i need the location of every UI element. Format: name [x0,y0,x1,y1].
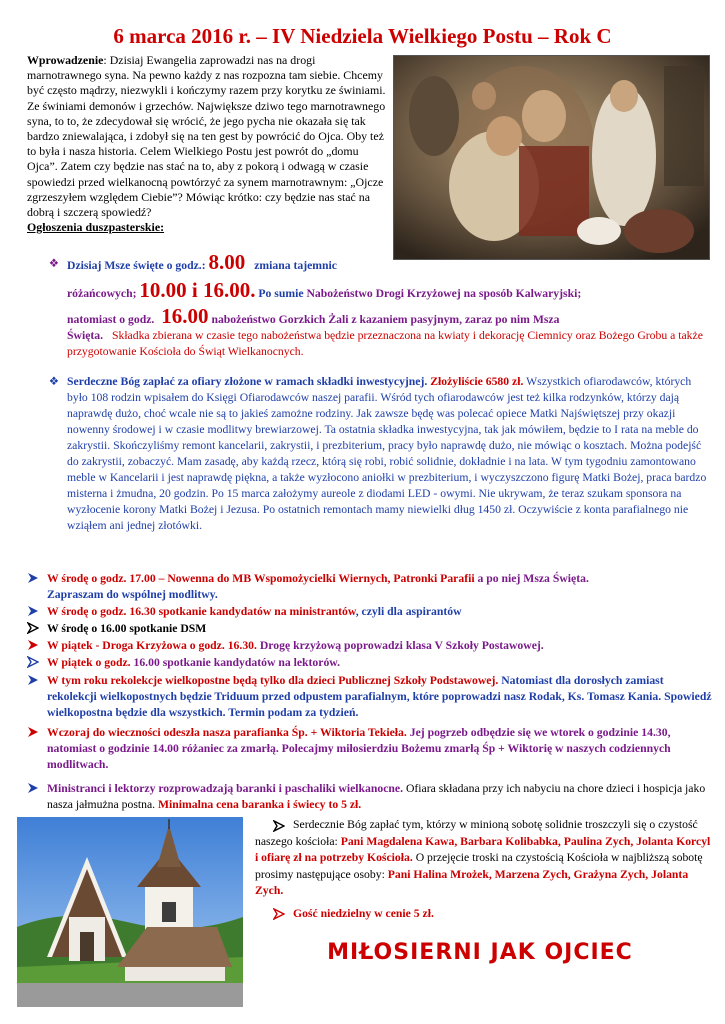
guest-note: Gość niedzielny w cenie 5 zł. [255,906,715,922]
intro-paragraph [27,53,387,235]
arrow-bullet-icon [27,605,39,617]
diamond-bullet-icon: ❖ [48,257,60,270]
announcements-heading: Ogłoszenia duszpasterskie: [27,220,165,235]
list-item-dsm: W środę o 16.00 spotkanie DSM [47,621,712,637]
arrow-bullet-icon [273,820,285,832]
diamond-bullet-icon: ❖ [48,375,60,388]
list-item-masses: ❖ Dzisiaj Msze święte o godz.: 8.00 zmiana tajemnic różańcowych; 10.00 i 16.00. Po sumie Nabożeństwo Drogi Krzyżowej na sposób Kalwaryjski; natomiast o godz. 16.00 nabożeństwo Gorzkich Żali z kazaniem pasyjnym, zaraz po nim Msza Święta. Składka zbierana w czasie tego nabożeństwa będzie przeznaczona na kwiaty i dekorację Ciemnicy oraz Bożego Grobu a także przygotowanie Kościoła do Świąt Wielkanocnych. [48,250,703,358]
arrow-bullet-icon [27,639,39,651]
prodigal-son-painting [393,55,710,260]
list-item-easter-lambs: Ministranci i lektorzy rozprowadzają baranki i paschaliki wielkanocne. Ofiara składana przy ich nabyciu na chore dzieci i hospicja jako nasza jałmużna postna. Minimalna cena baranka i świecy to 5 zł. [47,781,712,813]
arrow-bullet-icon [27,572,39,584]
list-item-novena: W środę o godz. 17.00 – Nowenna do MB Wspomożycielki Wiernych, Patronki Parafii a po niej Msza Święta. Zapraszam do wspólnej modlitwy. [47,571,712,603]
church-photo [17,817,243,1007]
motto-heading: MIŁOSIERNI JAK OJCIEC [327,940,633,965]
intro-label: Wprowadzenie [27,53,104,67]
arrow-bullet-icon [273,908,285,920]
arrow-bullet-icon [27,674,39,686]
arrow-bullet-icon [27,656,39,668]
arrow-bullet-icon [27,622,39,634]
list-item-investment: ❖ Serdeczne Bóg zapłać za ofiary złożone w ramach składki inwestycyjnej. Złożyliście 6580 zł. Wszystkich ofiarodawców, których było 108 rodzin wpisałem do Księgi Ofiarodawców naszej parafii. Wśród tych ofiarodawców jest też kilka rodzynków, którzy dają naprawdę dużo, choć wcale nie są to jakieś zamożne rodziny. Jak zawsze będę was polecać opiece Matki Najświętszej przy okazji nowenny środowej i w czasie modlitwy brewiarzowej. Ta ostatnia składka inwestycyjna, tak jak mówiłem, będzie to I rata na meble do zakrystii. Skończyliśmy remont kancelarii, zakrystii, i prezbiterium, pracy było naprawdę dużo, nie mówiąc o kosztach. Można podejść do zakrystii, zobaczyć. Mam zasadę, aby każdą rzecz, którą się robi, robić solidnie, dokładnie i na lata. W tym tygodniu zamontowano meble w Kancelarii i jest naprawdę piękna, a także wyzłocono aniołki w prezbiterium, i wyczyszczono figurę Matki Bożej, praca bardzo misterna i żmudna, 20 godzin. Po 15 marca założymy aureole z diodami LED - owymi. Nie ukrywam, że teraz szukam sponsora na wyzłocenie korony Matki Bożej i Jezusa. Po ostatnich remontach mamy niewielki dług 1450 zł. Oczywiście z konta parafialnego nie wziąłem ani jednej złotówki. [48,375,707,532]
page-title: 6 marca 2016 r. – IV Niedziela Wielkiego Postu – Rok C [113,24,612,48]
arrow-bullet-icon [27,782,39,794]
intro-text: : Dzisiaj Ewangelia zaprowadzi nas na drogi marnotrawnego syna. Na pewno każdy z nas rozpozna tam siebie. Chcemy być często mądrzy, niezwykli i kończymy razem przy korytku ze świniami. Ze świniami demonów i grzechów. Największe dziwo tego marnotrawnego syna, to to, że zdecydował się wrócić, że jego pycha nie okazała się tak bardzo zniewalająca, i zdobył się na ten gest by powrócić do Ojca. Oby też to była i nasza historia. Celem Wielkiego Postu jest powrót do „domu Ojca”. Zatem czy będzie nas stać na to, aby z pokorą i odwagą w czasie spowiedzi przed wielkanocną powtórzyć za synem marnotrawnym: „Ojcze zgrzeszyłem względem Ciebie”? Mówiąc krótko: czy będzie nas stać na dobrą i szczerą spowiedź? [27,53,386,220]
arrow-bullet-icon [27,726,39,738]
list-item-funeral: Wczoraj do wieczności odeszła nasza parafianka Śp. + Wiktoria Tekieła. Jej pogrzeb odbędzie się we wtorek o godzinie 14.30, natomiast o godzinie 14.00 różaniec za zmarłą. Polecajmy miłosierdziu Bożemu zmarłą Śp + Wiktorię w naszych codziennych modlitwach. [47,725,712,773]
list-item-way-of-cross: W piątek - Droga Krzyżowa o godz. 16.30. Drogę krzyżową poprowadzi klasa V Szkoły Postawowej. [47,638,712,654]
list-item-retreat: W tym roku rekolekcje wielkopostne będą tylko dla dzieci Publicznej Szkoły Podstawowej. Natomiast dla dorosłych zamiast rekolekcji wielkopostnych będzie Triduum przed odpustem parafialnym, które poprowadzi nasz Rodak, Ks. Tomasz Kania. Spowiedź wielkopostna będzie dla wszystkich. Termin podam za tydzień. [47,673,712,721]
list-item-altar-servers: W środę o godz. 16.30 spotkanie kandydatów na ministrantów, czyli dla aspirantów [47,604,712,620]
cleaning-thanks: Serdecznie Bóg zapłać tym, którzy w minioną sobotę solidnie troszczyli się o czystość naszego kościoła: Pani Magdalena Kawa, Barbara Kolibabka, Paulina Zych, Jolanta Korcyl i ofiarę zł na potrzeby Kościoła. O przejęcie troski na czystością Kościoła w najbliższą sobotę prosimy następujące osoby: Pani Halina Mrożek, Marzena Zych, Grażyna Zych, Jolanta Zych. [255,818,711,897]
list-item-lectors: W piątek o godz. 16.00 spotkanie kandydatów na lektorów. [47,655,712,671]
